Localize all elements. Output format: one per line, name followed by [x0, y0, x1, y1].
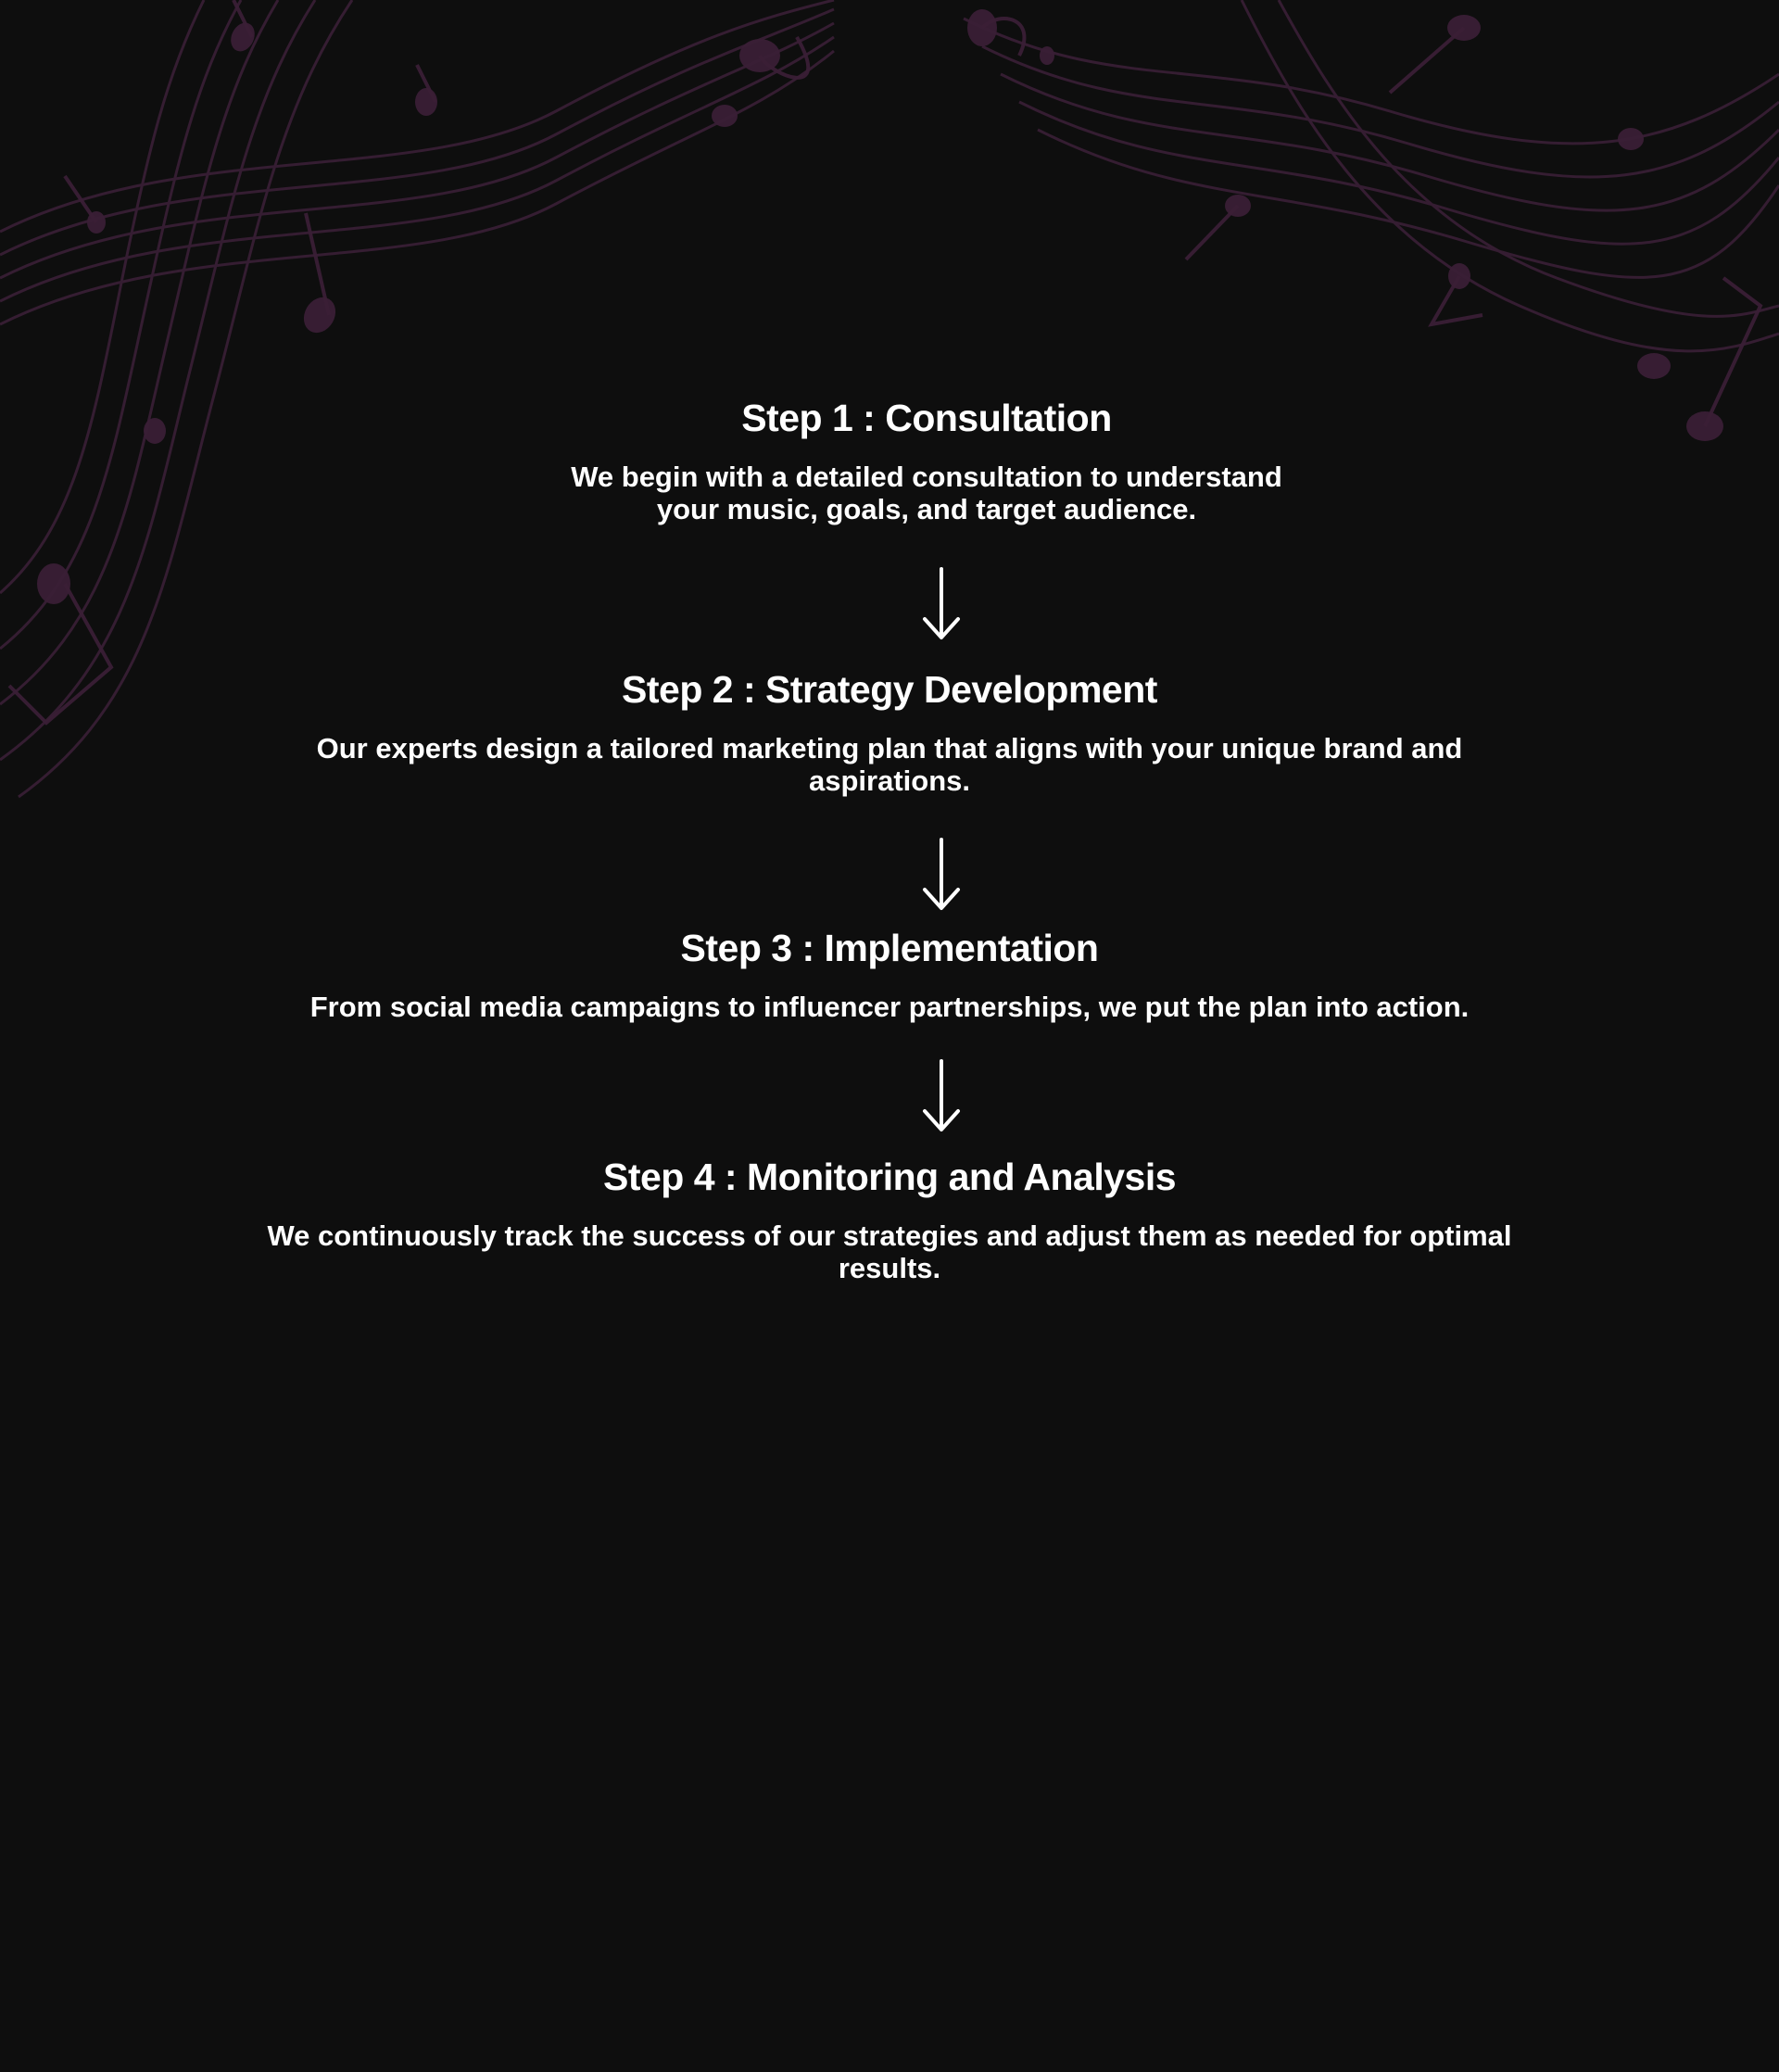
step-1-description-line-2: your music, goals, and target audience. [656, 493, 1197, 525]
step-1-description [491, 461, 1362, 525]
step-3-description [213, 991, 1566, 1023]
step-4-description [167, 1219, 1612, 1284]
step-4-description-line-2: results. [838, 1252, 941, 1284]
step-3-title: Step 3 : Implementation [680, 927, 1099, 969]
step-2-description-line-1: Our experts design a tailored marketing plan that aligns with your unique brand and [316, 732, 1463, 764]
step-3-description-line-1: From social media campaigns to influencer partnerships, we put the plan into action. [309, 991, 1470, 1023]
step-2 [213, 665, 1566, 797]
step-1 [491, 394, 1362, 525]
step-2-title: Step 2 : Strategy Development [622, 668, 1157, 711]
arrow-down-icon [921, 1059, 962, 1133]
step-1-title: Step 1 : Consultation [741, 397, 1112, 439]
step-2-description [213, 732, 1566, 797]
step-4-title: Step 4 : Monitoring and Analysis [602, 1156, 1177, 1198]
step-4 [167, 1153, 1612, 1284]
step-4-description-line-1: We continuously track the success of our strategies and adjust them as needed for optimal [267, 1219, 1512, 1252]
arrow-down-icon [921, 567, 962, 641]
step-1-description-line-1: We begin with a detailed consultation to understand [571, 461, 1282, 493]
step-2-description-line-2: aspirations. [809, 764, 970, 797]
arrow-down-icon [921, 838, 962, 912]
step-3 [213, 924, 1566, 1023]
